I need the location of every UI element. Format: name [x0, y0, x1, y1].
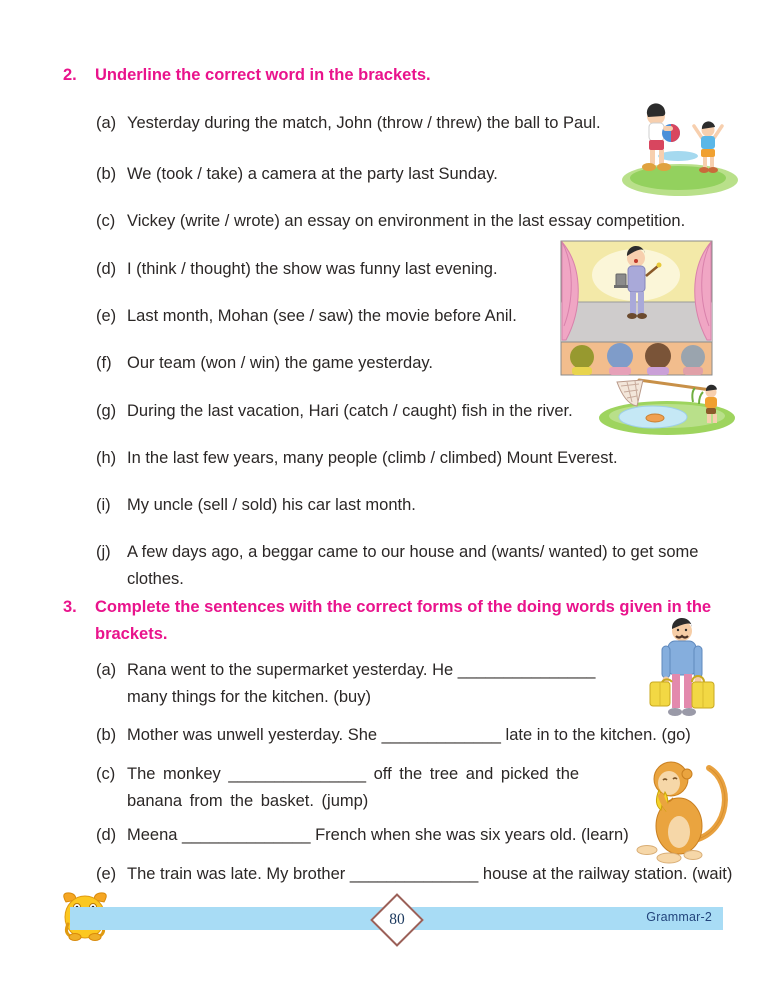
- item-label: (g): [96, 402, 117, 420]
- item-label: (c): [96, 765, 116, 783]
- item-text: Yesterday during the match, John (throw / threw) the ball to Paul.: [127, 114, 601, 132]
- item-text: A few days ago, a beggar came to our house and (wants/ wanted) to get some clothes.: [127, 543, 699, 589]
- item-label: (e): [96, 307, 117, 325]
- item-text: Our team (won / win) the game yesterday.: [127, 354, 433, 372]
- item-label: (d): [96, 826, 117, 844]
- exercise2-item-b: [96, 161, 498, 188]
- man-shopping-illustration: [642, 616, 722, 720]
- item-text: Vickey (write / wrote) an essay on environment in the last essay competition.: [127, 212, 686, 230]
- exercise2-item-a: [96, 110, 601, 137]
- item-text: Mother was unwell yesterday. She _____________ late in to the kitchen. (go): [127, 726, 691, 744]
- item-text: The monkey _______________ off the tree and picked the banana from the basket. (jump): [127, 765, 580, 811]
- exercise2-number: 2.: [63, 66, 77, 84]
- item-text: Rana went to the supermarket yesterday. He _______________ many things for the kitchen. (buy): [127, 661, 596, 707]
- item-text: We (took / take) a camera at the party last Sunday.: [127, 165, 498, 183]
- item-label: (j): [96, 543, 111, 561]
- exercise2-item-h: [96, 445, 618, 472]
- item-label: (f): [96, 354, 112, 372]
- exercise2-item-g: [96, 398, 573, 425]
- item-label: (b): [96, 726, 117, 744]
- exercise2-item-j: [96, 539, 727, 593]
- item-text: Meena ______________ French when she was six years old. (learn): [127, 826, 629, 844]
- boy-fishing-illustration: [597, 374, 737, 436]
- exercise3-item-d: [96, 822, 629, 849]
- item-label: (d): [96, 260, 117, 278]
- kids-playing-ball-illustration: [616, 98, 740, 198]
- item-label: (c): [96, 212, 116, 230]
- item-label: (b): [96, 165, 117, 183]
- exercise3-item-c: [96, 761, 602, 815]
- item-text: Last month, Mohan (see / saw) the movie before Anil.: [127, 307, 517, 325]
- item-text: My uncle (sell / sold) his car last month.: [127, 496, 416, 514]
- item-label: (a): [96, 114, 117, 132]
- exercise3-title: Complete the sentences with the correct forms of the doing words given in the brackets.: [95, 598, 712, 644]
- item-text: In the last few years, many people (climb / climbed) Mount Everest.: [127, 449, 618, 467]
- item-label: (h): [96, 449, 117, 467]
- exercise2-item-e: [96, 303, 517, 330]
- exercise2-heading: [63, 62, 431, 89]
- item-label: (a): [96, 661, 117, 679]
- exercise2-item-d: [96, 256, 498, 283]
- exercise3-number: 3.: [63, 598, 77, 616]
- exercise2-item-i: [96, 492, 416, 519]
- item-label: (i): [96, 496, 111, 514]
- exercise3-item-b: [96, 722, 691, 749]
- exercise3-heading: [63, 594, 727, 648]
- item-text: The train was late. My brother ______________ house at the railway station. (wait): [127, 865, 733, 883]
- page-number: 80: [389, 911, 405, 928]
- exercise2-item-f: [96, 350, 433, 377]
- monkey-eating-banana-illustration: [633, 752, 739, 866]
- item-label: (e): [96, 865, 117, 883]
- exercise3-item-a: [96, 657, 632, 711]
- book-label: Grammar-2: [646, 910, 712, 924]
- magic-show-illustration: [560, 240, 713, 376]
- exercise2-title: Underline the correct word in the brackets.: [95, 66, 431, 84]
- exercise2-item-c: [96, 208, 685, 235]
- item-text: I (think / thought) the show was funny last evening.: [127, 260, 498, 278]
- item-text: During the last vacation, Hari (catch / caught) fish in the river.: [127, 402, 573, 420]
